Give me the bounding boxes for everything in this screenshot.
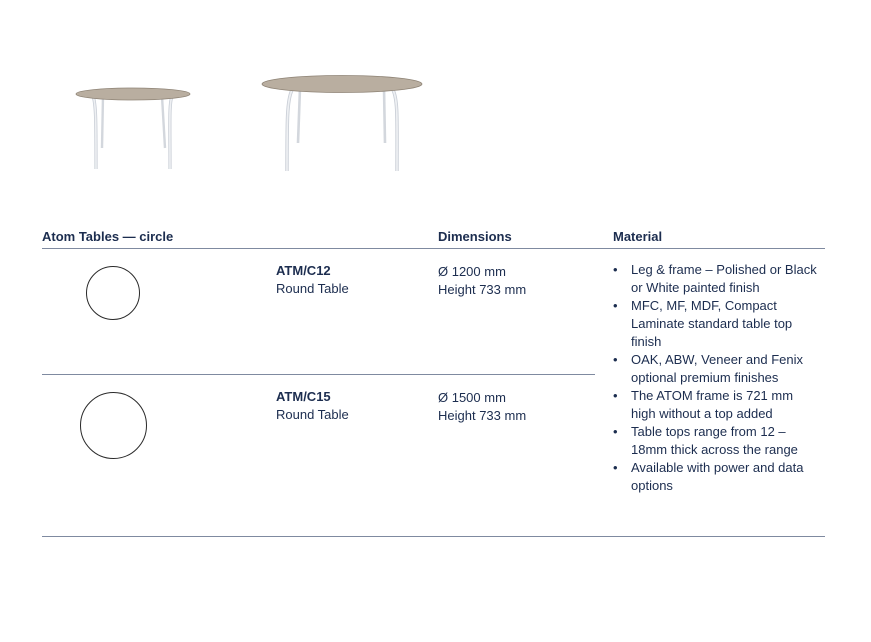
row-divider bbox=[42, 374, 595, 375]
product-row-c15 bbox=[276, 388, 349, 424]
dimensions-header: Dimensions bbox=[438, 229, 512, 244]
material-item: • The ATOM frame is 721 mm high without a top added bbox=[613, 387, 818, 423]
product-name: Round Table bbox=[276, 281, 349, 296]
product-title: Atom Tables — circle bbox=[42, 229, 174, 244]
material-header: Material bbox=[613, 229, 663, 244]
material-list bbox=[613, 261, 818, 495]
table-image-small bbox=[70, 82, 200, 174]
circle-plan-c12 bbox=[86, 266, 140, 320]
tabletop-large bbox=[262, 76, 422, 93]
material-item: • Available with power and data options bbox=[613, 459, 818, 495]
header-divider bbox=[42, 248, 825, 249]
height-value: Height 733 mm bbox=[438, 282, 527, 297]
product-code: ATM/C12 bbox=[276, 263, 331, 278]
dimensions-c15 bbox=[438, 389, 526, 425]
product-name: Round Table bbox=[276, 407, 349, 422]
product-code: ATM/C15 bbox=[276, 389, 331, 404]
product-row-c12 bbox=[276, 262, 349, 298]
material-item: • OAK, ABW, Veneer and Fenix optional premium finishes bbox=[613, 351, 818, 387]
dimensions-c12 bbox=[438, 263, 526, 299]
diameter-value: Ø 1500 mm bbox=[438, 390, 506, 405]
height-value: Height 733 mm bbox=[438, 408, 527, 423]
table-legs-large bbox=[287, 88, 397, 171]
table-legs-small bbox=[93, 96, 172, 169]
material-item: • Leg & frame – Polished or Black or White painted finish bbox=[613, 261, 818, 297]
tabletop-small bbox=[76, 88, 190, 100]
circle-plan-c15 bbox=[80, 392, 147, 459]
diameter-value: Ø 1200 mm bbox=[438, 264, 506, 279]
table-image-large bbox=[258, 70, 428, 174]
material-item: • MFC, MF, MDF, Compact Laminate standard table top finish bbox=[613, 297, 818, 351]
material-item: • Table tops range from 12 – 18mm thick across the range bbox=[613, 423, 818, 459]
table-bottom-divider bbox=[42, 536, 825, 537]
